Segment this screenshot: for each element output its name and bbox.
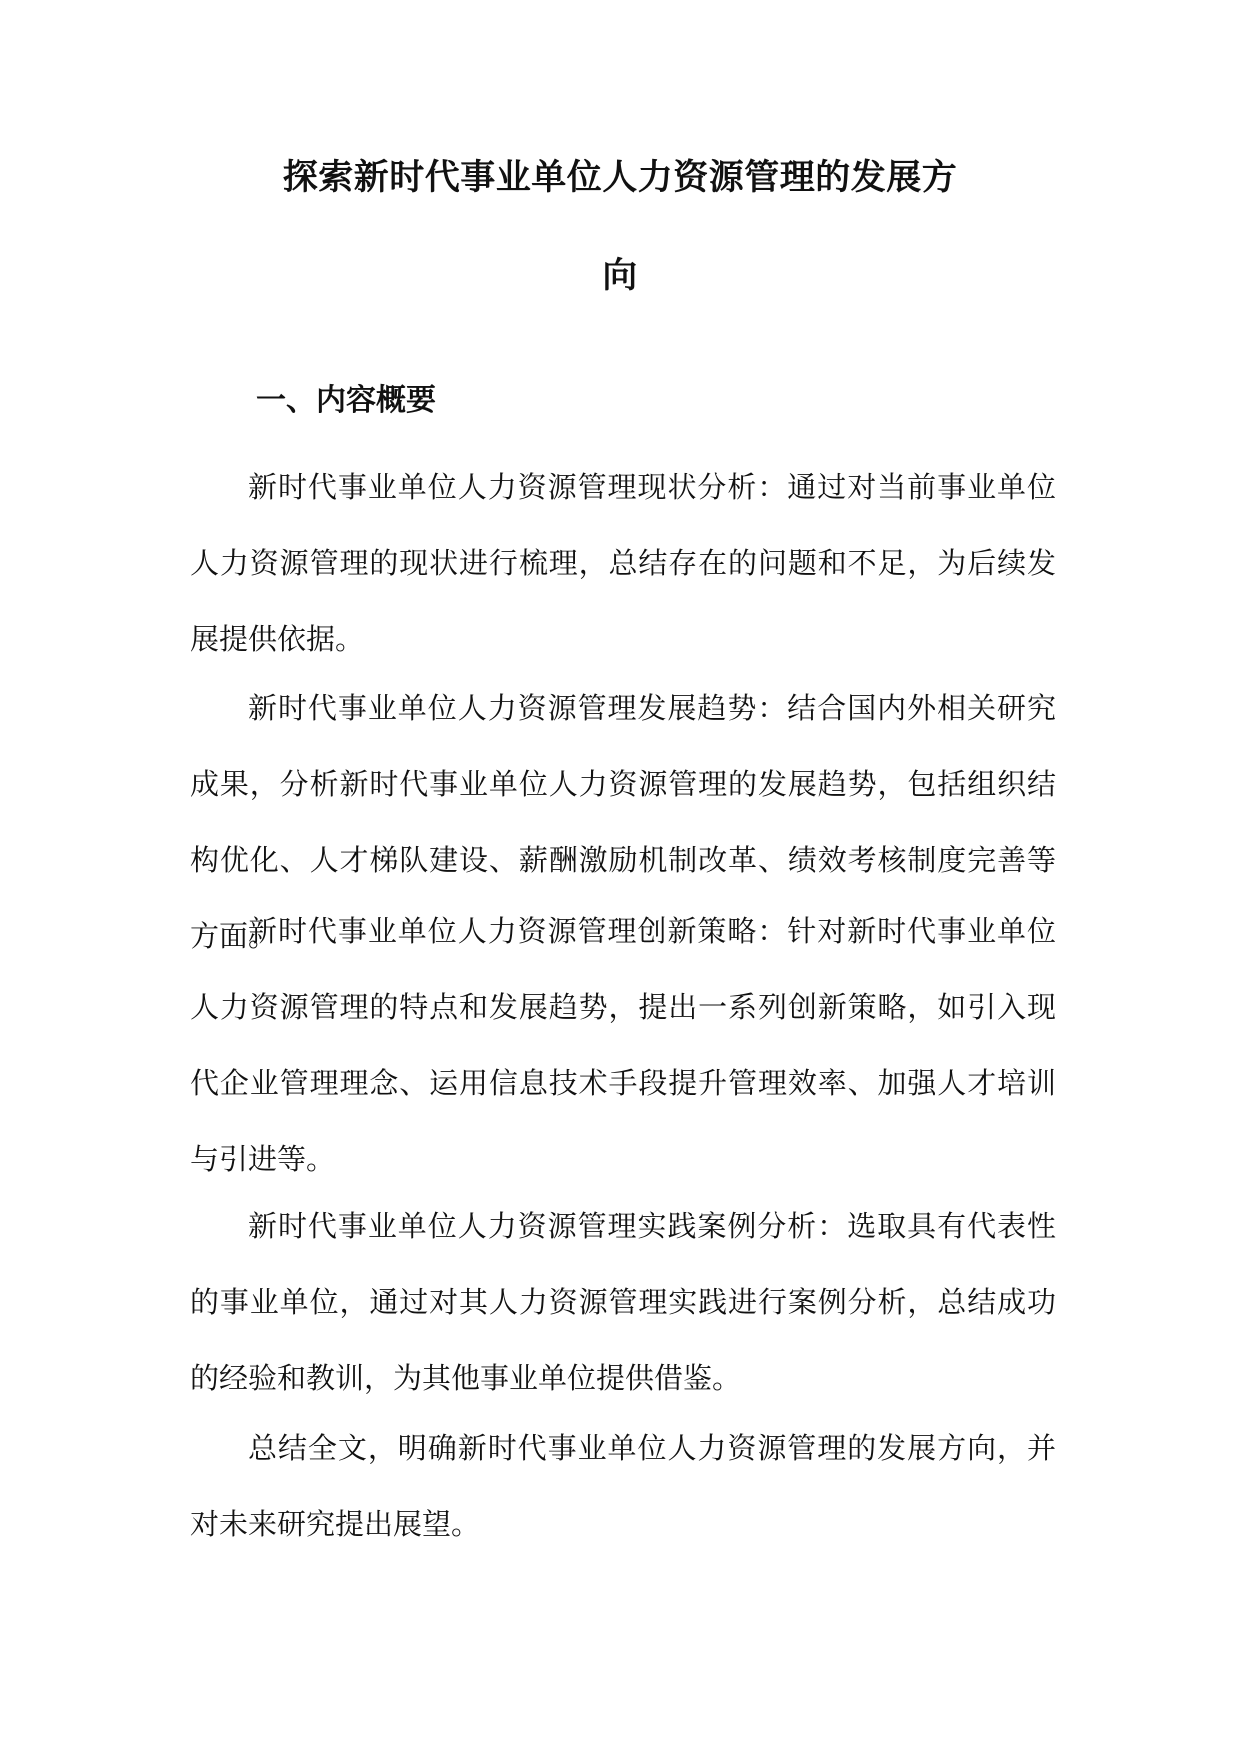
document-title-line-1: 探索新时代事业单位人力资源管理的发展方 xyxy=(282,158,958,198)
paragraph-development-trends: 新时代事业单位人力资源管理发展趋势：结合国内外相关研究成果，分析新时代事业单位人力资源管理的发展趋势，包括组织结构优化、人才梯队建设、薪酬激励机制改革、绩效考核制度完善等方面。 xyxy=(190,691,1056,953)
section-heading: 一、内容概要 xyxy=(256,383,436,418)
document-title-line-2: 向 xyxy=(602,256,638,296)
paragraph-current-status: 新时代事业单位人力资源管理现状分析：通过对当前事业单位人力资源管理的现状进行梳理，总结存在的问题和不足，为后续发展提供依据。 xyxy=(190,470,1056,656)
paragraph-summary: 总结全文，明确新时代事业单位人力资源管理的发展方向，并对未来研究提出展望。 xyxy=(190,1431,1056,1541)
paragraph-case-analysis: 新时代事业单位人力资源管理实践案例分析：选取具有代表性的事业单位，通过对其人力资源管理实践进行案例分析，总结成功的经验和教训，为其他事业单位提供借鉴。 xyxy=(190,1209,1056,1395)
paragraph-innovation-strategies: 新时代事业单位人力资源管理创新策略：针对新时代事业单位人力资源管理的特点和发展趋势，提出一系列创新策略，如引入现代企业管理理念、运用信息技术手段提升管理效率、加强人才培训与引进等。 xyxy=(190,914,1056,1176)
